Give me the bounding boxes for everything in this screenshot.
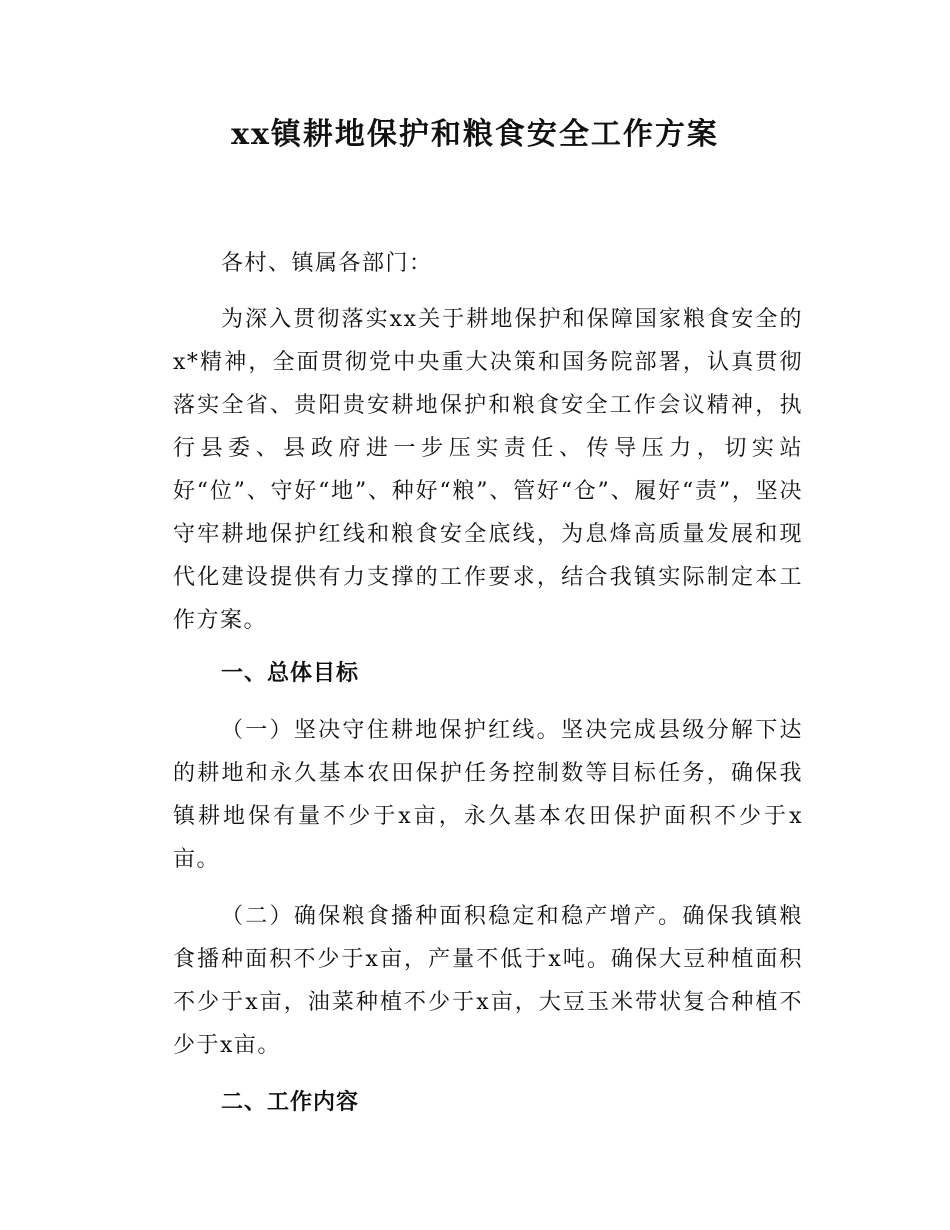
salutation: 各村、镇属各部门： bbox=[221, 251, 433, 276]
goal-item-1: （一）坚决守住耕地保护红线。坚决完成县级分解下达的耕地和永久基本农田保护任务控制数等目标任务，确保我镇耕地保有量不少于x亩，永久基本农田保护面积不少于x亩。 bbox=[173, 718, 803, 872]
intro-paragraph: 为深入贯彻落实xx关于耕地保护和保障国家粮食安全的x*精神，全面贯彻党中央重大决策和国务院部署，认真贯彻落实全省、贵阳贵安耕地保护和粮食安全工作会议精神，执行县委、县政府进一步压实责任、传导压力，切实站好“位”、守好“地”、种好“粮”、管好“仓”、履好“责”，坚决守牢耕地保护红线和粮食安全底线，为息烽高质量发展和现代化建设提供有力支撑的工作要求，结合我镇实际制定本工作方案。 bbox=[173, 307, 803, 633]
document-title: xx镇耕地保护和粮食安全工作方案 bbox=[231, 117, 719, 152]
section-heading-content: 二、工作内容 bbox=[221, 1090, 360, 1115]
goal-item-2: （二）确保粮食播种面积稳定和稳产增产。确保我镇粮食播种面积不少于x亩，产量不低于x吨。确保大豆种植面积不少于x亩，油菜种植不少于x亩，大豆玉米带状复合种植不少于x亩。 bbox=[173, 904, 803, 1058]
section-heading-goals: 一、总体目标 bbox=[221, 661, 360, 686]
